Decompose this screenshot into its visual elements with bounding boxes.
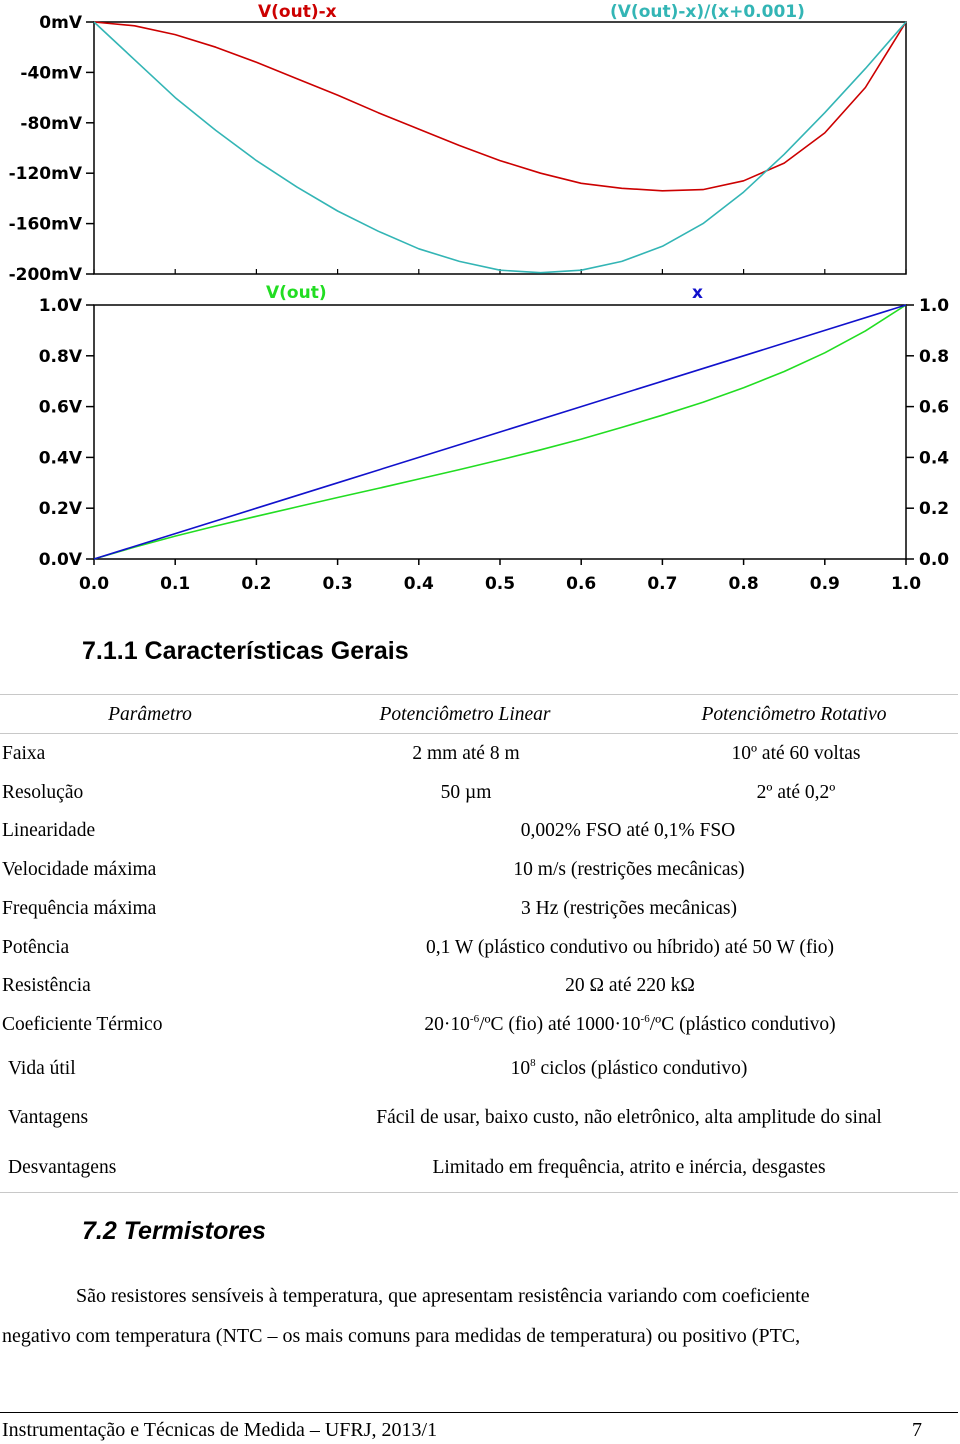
row-value: Fácil de usar, baixo custo, não eletrônico, alta amplitude do sinal — [376, 1107, 882, 1128]
paragraph-line: negativo com temperatura (NTC – os mais comuns para medidas de temperatura) ou positivo (PTC, — [2, 1325, 801, 1347]
legend-vout: V(out) — [266, 283, 327, 303]
legend-vout-minus-x: V(out)-x — [258, 2, 337, 22]
coef-part: 20·10 — [424, 1014, 470, 1035]
y-tick-label: -160mV — [8, 214, 82, 235]
bottom-y-ticks-left — [39, 296, 94, 570]
life-part: ciclos (plástico condutivo) — [535, 1058, 748, 1079]
x-tick-label: 0.0 — [78, 574, 110, 594]
row-value-rotativo: 2º até 0,2º — [756, 782, 836, 803]
legend-relative-error: (V(out)-x)/(x+0.001) — [610, 2, 805, 22]
row-value-linear: 2 mm até 8 m — [412, 743, 520, 764]
y-tick-label: 0.2V — [38, 499, 82, 520]
row-label: Resistência — [2, 975, 91, 996]
section-title: 7.2 Termistores — [82, 1217, 266, 1245]
y-tick-label: -120mV — [8, 164, 82, 185]
coef-part: /ºC (plástico condutivo) — [649, 1014, 836, 1035]
row-label: Linearidade — [2, 820, 96, 841]
row-value: 0,002% FSO até 0,1% FSO — [520, 820, 736, 841]
row-label: Vida útil — [8, 1058, 76, 1079]
x-tick-label: 0.5 — [484, 574, 516, 594]
row-label: Desvantagens — [8, 1157, 117, 1178]
x-tick-label: 0.2 — [241, 574, 272, 594]
y-tick-label-right: 0.6 — [919, 397, 950, 418]
y-tick-label-right: 0.8 — [919, 346, 950, 367]
x-tick-label: 0.7 — [647, 574, 678, 594]
table-header-rule — [0, 733, 958, 734]
y-tick-label: 0.8V — [38, 346, 82, 367]
row-value-life — [511, 1057, 748, 1081]
x-tick-label: 0.8 — [728, 574, 759, 594]
row-value-coefficient — [424, 1013, 835, 1037]
y-tick-label-right: 0.4 — [919, 448, 950, 469]
y-tick-label: 0.0V — [38, 550, 82, 570]
y-tick-label: 1.0V — [38, 296, 82, 316]
coef-exponent: -6 — [469, 1013, 480, 1025]
y-tick-label: 0.4V — [38, 448, 82, 469]
header-parametro: Parâmetro — [108, 704, 192, 725]
y-tick-label: -40mV — [20, 63, 82, 84]
row-label: Vantagens — [8, 1107, 89, 1128]
life-part: 10 — [510, 1058, 531, 1079]
row-value: 3 Hz (restrições mecânicas) — [520, 898, 738, 919]
row-label: Potência — [2, 937, 70, 958]
y-tick-label: -80mV — [20, 113, 82, 134]
y-tick-label: 0mV — [39, 13, 82, 33]
y-tick-label-right: 1.0 — [919, 296, 950, 316]
bottom-y-ticks-right — [906, 296, 949, 570]
row-value: Limitado em frequência, atrito e inércia, desgastes — [432, 1157, 826, 1178]
coef-exponent: -6 — [640, 1013, 650, 1025]
y-tick-label-right: 0.0 — [919, 550, 950, 570]
legend-x: x — [692, 283, 703, 303]
header-rotativo: Potenciômetro Rotativo — [701, 704, 887, 725]
x-tick-label: 0.6 — [566, 574, 597, 594]
section-title: 7.1.1 Características Gerais — [82, 637, 409, 665]
row-label: Resolução — [2, 782, 84, 803]
row-value: 0,1 W (plástico condutivo ou híbrido) até 50 W (fio) — [426, 937, 834, 958]
paragraph-line: São resistores sensíveis à temperatura, que apresentam resistência variando com coeficiente — [76, 1285, 810, 1307]
y-tick-label: 0.6V — [38, 397, 82, 418]
row-label: Faixa — [2, 743, 46, 764]
y-tick-label-right: 0.2 — [919, 499, 950, 520]
y-tick-label: -200mV — [8, 265, 82, 285]
footer-rule — [0, 1412, 958, 1413]
row-value: 20 Ω até 220 kΩ — [565, 975, 695, 996]
footer-left: Instrumentação e Técnicas de Medida – UFRJ, 2013/1 — [2, 1419, 438, 1441]
top-pane-frame — [94, 22, 906, 274]
x-tick-label: 1.0 — [890, 574, 922, 594]
x-tick-label: 0.3 — [322, 574, 353, 594]
x-tick-label: 0.9 — [809, 574, 840, 594]
coef-part: /ºC (fio) até 1000·10 — [479, 1014, 641, 1035]
row-value-linear: 50 µm — [440, 782, 492, 803]
row-label: Velocidade máxima — [2, 859, 157, 880]
row-label: Frequência máxima — [2, 898, 157, 919]
x-tick-label: 0.1 — [160, 574, 191, 594]
waveform-figure — [0, 0, 960, 600]
row-label: Coeficiente Térmico — [2, 1014, 163, 1035]
life-exponent: 8 — [530, 1057, 536, 1069]
page-number: 7 — [912, 1419, 922, 1441]
table-bottom-rule — [0, 1192, 958, 1193]
header-linear: Potenciômetro Linear — [379, 704, 551, 725]
top-y-ticks — [9, 13, 94, 285]
table-top-rule — [0, 694, 958, 695]
x-tick-label: 0.4 — [403, 574, 434, 594]
row-value-rotativo: 10º até 60 voltas — [731, 743, 861, 764]
row-value: 10 m/s (restrições mecânicas) — [513, 859, 745, 880]
